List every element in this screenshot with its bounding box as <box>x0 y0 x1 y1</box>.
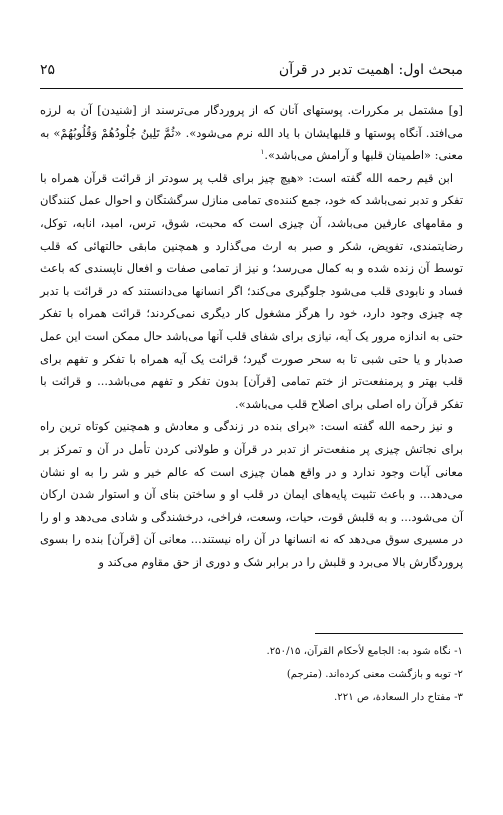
footnote-3: ۳- مفتاح دار السعادة، ص ۲۲۱. <box>334 692 463 703</box>
page-number: ۲۵ <box>40 62 56 78</box>
footnote-1: ۱- نگاه شود به: الجامع لأحکام القرآن، ۲۵۰/۱۵. <box>266 646 463 657</box>
running-header <box>40 62 463 84</box>
footnote-ref-1: ۱ <box>260 148 265 157</box>
paragraph-3: و نیز رحمه الله گفته است: «برای بنده در زندگی و معادش و همچنین کوتاه ترین راه برای نجاتش چیزی پر منفعت‌تر از تدبر در قرآن و طولانی کردن تأمل در آن و تمرکز بر معانی آیات وجود ندارد و در واقع همان چیزی است که عالم خیر و شر را به او نشان می‌دهد... و باعث تثبیت پایه‌های ایمان در قلب او و ساختن بنای آن و استوار شدن ارکان آن می‌شود... و به قلبش قوت، حیات، وسعت، فراخی، درخشندگی و شادی می‌دهد و او را در مسیری سوق می‌دهد که نه انسانها در آن راه نیستند... معانی آن [قرآن] بنده را بسوی پروردگارش بالا می‌برد و قلبش را در برابر شک و دوری از حق مقاوم می‌کند و <box>40 419 463 569</box>
main-text <box>40 99 463 573</box>
paragraph-1: [و] مشتمل بر مکررات. پوستهای آنان که از پروردگار می‌ترسند از [شنیدن] آن به لرزه می‌افتد. آنگاه پوستها و قلبهایشان با یاد الله نرم می‌شود». «ثُمَّ تَلِينُ جُلُودُهُمْ وَقُلُوبُهُمْ» به معنی: «اطمینان قلبها و آرامش می‌باشد».$^۱$ <box>40 103 463 163</box>
footnote-2: ۲- توبه و بازگشت معنی کرده‌اند. (مترجم) <box>286 669 463 680</box>
paragraph-2: ابن قیم رحمه الله گفته است: «هیچ چیز برای قلب پر سودتر از قرائت قرآن همراه با تفکر و تدبر نمی‌باشد که خود، جمع کننده‌ی تمامی منازل سرگشتگان و احوال عمل کنندگان و مقامهای عارفین می‌باشد، آن چیزی است که محبت، شوق، ترس، امید، انابه، توکل، رضایتمندی، تفویض، شکر و صبر به ارث می‌گذارد و همچنین مابقی حالتهائی که قلب توسط آن زنده شده و به کمال می‌رسد؛ و نیز از تمامی صفات و افعال ناپسندی که باعث فساد و نابودی قلب می‌شود جلوگیری می‌کند؛ اگر انسانها می‌دانستند که در قرائت با تدبر چه چیزی وجود دارد، خود را هرگز مشغول کار دیگری نمی‌کردند؛ قرائت همراه با تفکر حتی به اندازه مرور یک آیه، نیازی برای شفای قلب آنها می‌باشد حال ممکن است این عمل صدبار و یا حتی شبی تا به سحر صورت گیرد؛ قرائت یک آیه همراه با تفکر و تفهم برای قلب بهتر و پرمنفعت‌تر از ختم تمامی [قرآن] بدون تفکر و تفهم می‌باشد... و قرائت با تفکر قرآن راه اصلی برای اصلاح قلب می‌باشد». <box>40 170 463 411</box>
header-divider <box>40 88 463 89</box>
footnotes <box>40 640 463 709</box>
chapter-title: مبحث اول: اهمیت تدبر در قرآن <box>278 62 463 78</box>
footnote-divider <box>315 633 463 634</box>
